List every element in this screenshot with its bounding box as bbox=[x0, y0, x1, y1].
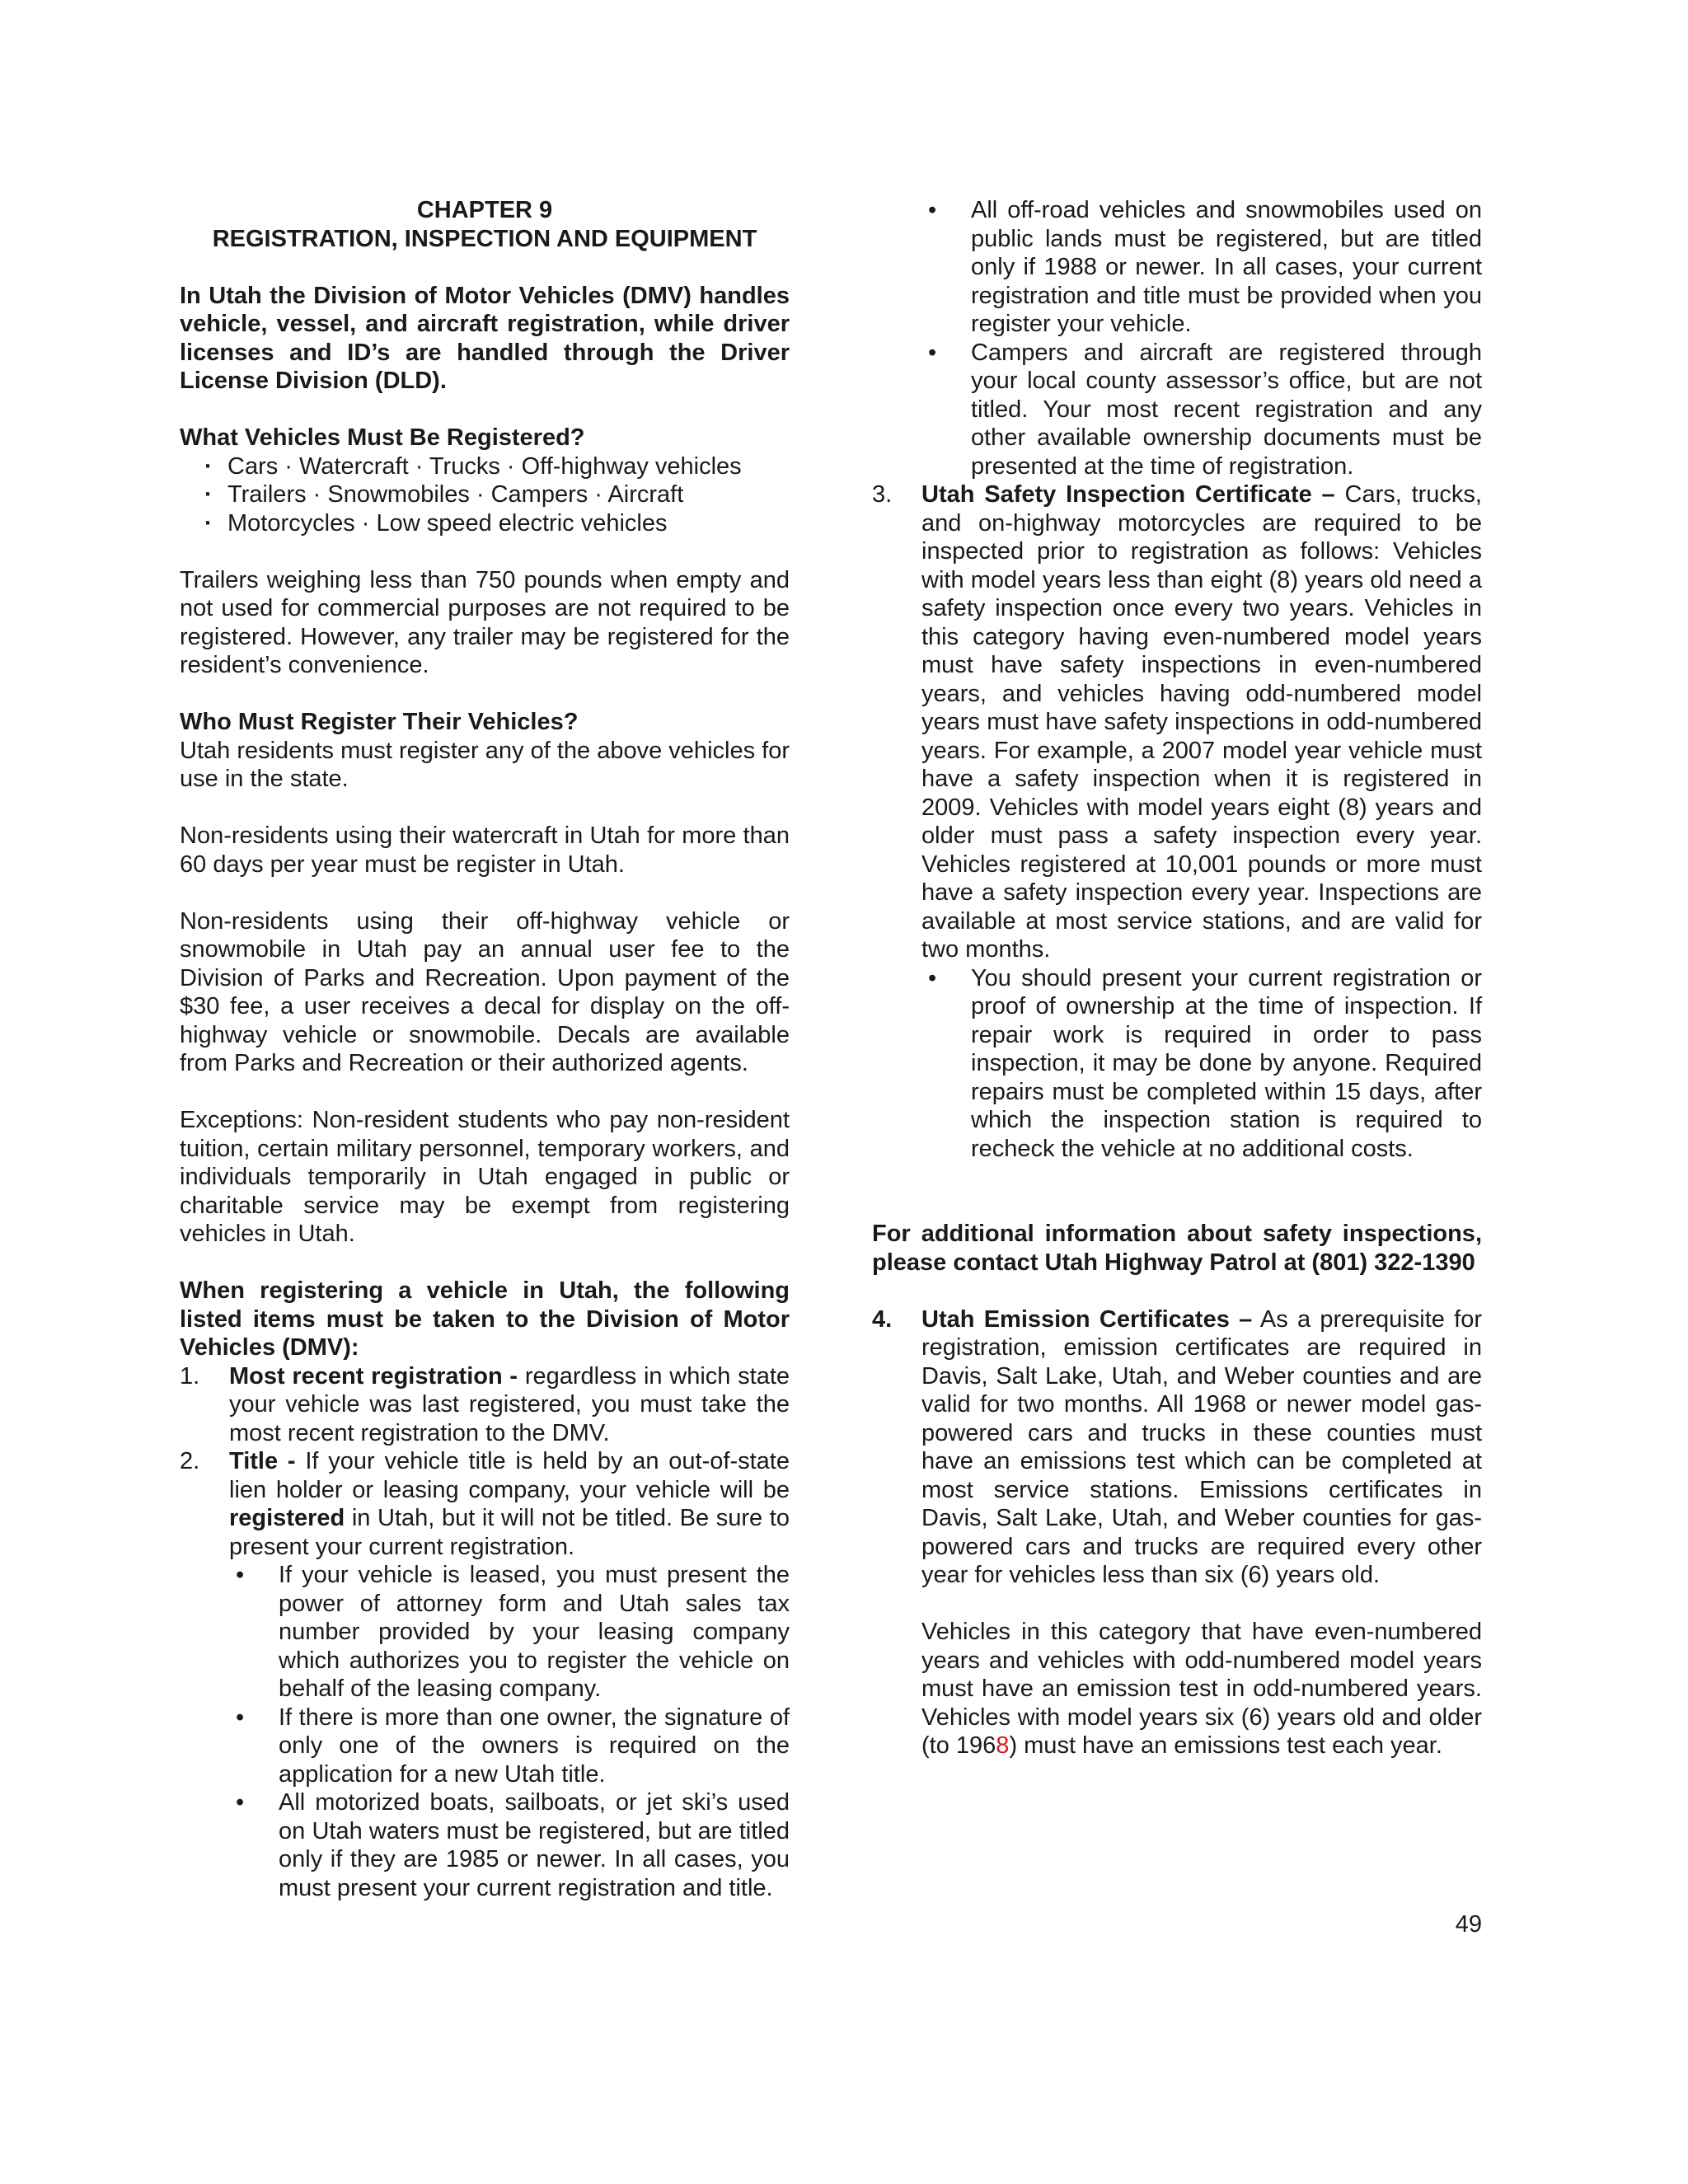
item-label: Most recent registration - bbox=[229, 1362, 518, 1390]
item-number: 1. bbox=[180, 1362, 200, 1390]
item-text: If your vehicle title is held by an out-of-state lien holder or leasing company, your vehicle will be bbox=[229, 1448, 790, 1503]
item-label: Utah Safety Inspection Certificate – bbox=[921, 481, 1335, 508]
list-item: · Motorcycles · Low speed electric vehicles bbox=[180, 509, 790, 538]
who-must-text: Utah residents must register any of the above vehicles for use in the state. bbox=[180, 737, 790, 792]
nonres-ohv-paragraph: Non-residents using their off-highway vehicle or snowmobile in Utah pay an annual user fee to the Division of Parks and Recreation. Upon payment of the $30 fee, a user receives a decal for display on the off-highway vehicle or snowmobile. Decals are available from Parks and Recreation or their authorized agents. bbox=[180, 907, 790, 1076]
bullet-icon: • bbox=[236, 1562, 245, 1588]
chapter-number: CHAPTER 9 bbox=[416, 197, 553, 223]
sub-bullet: • If your vehicle is leased, you must present the power of attorney form and Utah sales tax number provided by your leasing company which authorizes you to register the vehicle on behalf of the leasing company. bbox=[236, 1562, 790, 1702]
bullet-icon: • bbox=[236, 1704, 245, 1731]
item-number: 4. bbox=[872, 1305, 893, 1333]
item-number: 3. bbox=[872, 481, 893, 508]
exceptions-paragraph: Exceptions: Non-resident students who pay non-resident tuition, certain military personnel, temporary workers, and individuals temporarily in Utah engaged in public or charitable service may be exempt from registering vehicles in Utah. bbox=[180, 1107, 790, 1247]
nonres-watercraft-paragraph: Non-residents using their watercraft in Utah for more than 60 days per year must be register in Utah. bbox=[180, 823, 790, 878]
bullet-icon: • bbox=[236, 1789, 245, 1816]
intro-paragraph: In Utah the Division of Motor Vehicles (DMV) handles vehicle, vessel, and aircraft registration, while driver licenses and ID’s are handled through the Driver License Division (DLD). bbox=[180, 282, 790, 394]
trailers-note: Trailers weighing less than 750 pounds when empty and not used for commercial purposes are not required to be registered. However, any trailer may be registered for the resident’s convenience. bbox=[180, 566, 790, 678]
sub-bullet: • Campers and aircraft are registered through your local county assessor’s office, but are not titled. Your most recent registration and any other available ownership documents must be presented at the time of registration. bbox=[928, 339, 1482, 480]
bullet-icon: • bbox=[928, 964, 937, 991]
who-must-heading: Who Must Register Their Vehicles? bbox=[180, 709, 579, 735]
item-text: regardless in which state your vehicle was last registered, you must take the most recent registration to the DMV. bbox=[229, 1362, 790, 1446]
item-label: Utah Emission Certificates – bbox=[921, 1305, 1253, 1333]
item-4-paragraph-2: Vehicles in this category that have even-numbered years and vehicles with odd-numbered model years must have an emission test in odd-numbered years. Vehicles with model years six (6) years old and older (to 1968) must have an emissions test each year. bbox=[921, 1619, 1482, 1759]
when-registering-heading: When registering a vehicle in Utah, the following listed items must be taken to the Division of Motor Vehicles (DMV): bbox=[180, 1277, 790, 1361]
item-text: As a prerequisite for registration, emission certificates are required in Davis, Salt Lake, Utah, and Weber counties and are valid for two months. All 1968 or newer model gas-powered cars and trucks in these counties must have an emissions test which can be completed at most service stations. Emissions certificates in Davis, Salt Lake, Utah, and Weber counties for gas-powered cars and trucks are required every other year for vehicles less than six (6) years old. bbox=[921, 1305, 1482, 1588]
sub-bullet: • All off-road vehicles and snowmobiles used on public lands must be registered, but are titled only if 1988 or newer. In all cases, your current registration and title must be provided when you register your vehicle. bbox=[928, 197, 1482, 337]
numbered-item-1 bbox=[180, 1362, 790, 1448]
chapter-title: REGISTRATION, INSPECTION AND EQUIPMENT bbox=[212, 225, 757, 252]
numbered-item-3 bbox=[872, 480, 1482, 1163]
list-item: · Cars · Watercraft · Trucks · Off-highway vehicles bbox=[180, 452, 790, 481]
contact-paragraph: For additional information about safety inspections, please contact Utah Highway Patrol at (801) 322-1390 bbox=[872, 1221, 1482, 1276]
numbered-item-4 bbox=[872, 1305, 1482, 1760]
left-column bbox=[180, 196, 790, 1902]
sub-bullet: • You should present your current registration or proof of ownership at the time of inspection. If repair work is required in order to pass inspection, it may be done by anyone. Required repairs must be completed within 15 days, after which the inspection station is required to recheck the vehicle at no additional costs. bbox=[928, 964, 1482, 1162]
item-label: Title - bbox=[229, 1448, 296, 1474]
item-text: in Utah, but it will not be titled. Be sure to present your current registration. bbox=[229, 1505, 790, 1560]
what-vehicles-heading: What Vehicles Must Be Registered? bbox=[180, 424, 585, 451]
item-bold-word: registered bbox=[229, 1505, 345, 1531]
sub-bullet: • If there is more than one owner, the signature of only one of the owners is required on the application for a new Utah title. bbox=[236, 1704, 790, 1788]
bullet-icon: • bbox=[928, 197, 937, 223]
sub-bullet: • All motorized boats, sailboats, or jet ski’s used on Utah waters must be registered, but are titled only if they are 1985 or newer. In all cases, you must present your current registration and title. bbox=[236, 1789, 790, 1901]
item-text: Cars, trucks, and on-highway motorcycles are required to be inspected prior to registration as follows: Vehicles with model years less than eight (8) years old need a safety inspection once every two years. Vehicles in this category having even-numbered model years must have safety inspections in even-numbered years, and vehicles having odd-numbered model years must have safety inspections in odd-numbered years. For example, a 2007 model year vehicle must have a safety inspection when it is registered in 2009. Vehicles with model years eight (8) years and older must pass a safety inspection every year. Vehicles registered at 10,001 pounds or more must have a safety inspection every year. Inspections are available at most service stations, and are valid for two months. bbox=[921, 481, 1482, 963]
item-2-continued bbox=[872, 196, 1482, 480]
vehicle-types-list bbox=[180, 452, 790, 538]
highlighted-digit: 8 bbox=[996, 1732, 1010, 1759]
right-column bbox=[872, 196, 1482, 1760]
item-number: 2. bbox=[180, 1448, 200, 1474]
list-item: · Trailers · Snowmobiles · Campers · Aircraft bbox=[180, 480, 790, 509]
bullet-icon: • bbox=[928, 339, 937, 366]
numbered-item-2 bbox=[180, 1447, 790, 1902]
page-number: 49 bbox=[1455, 1911, 1482, 1938]
